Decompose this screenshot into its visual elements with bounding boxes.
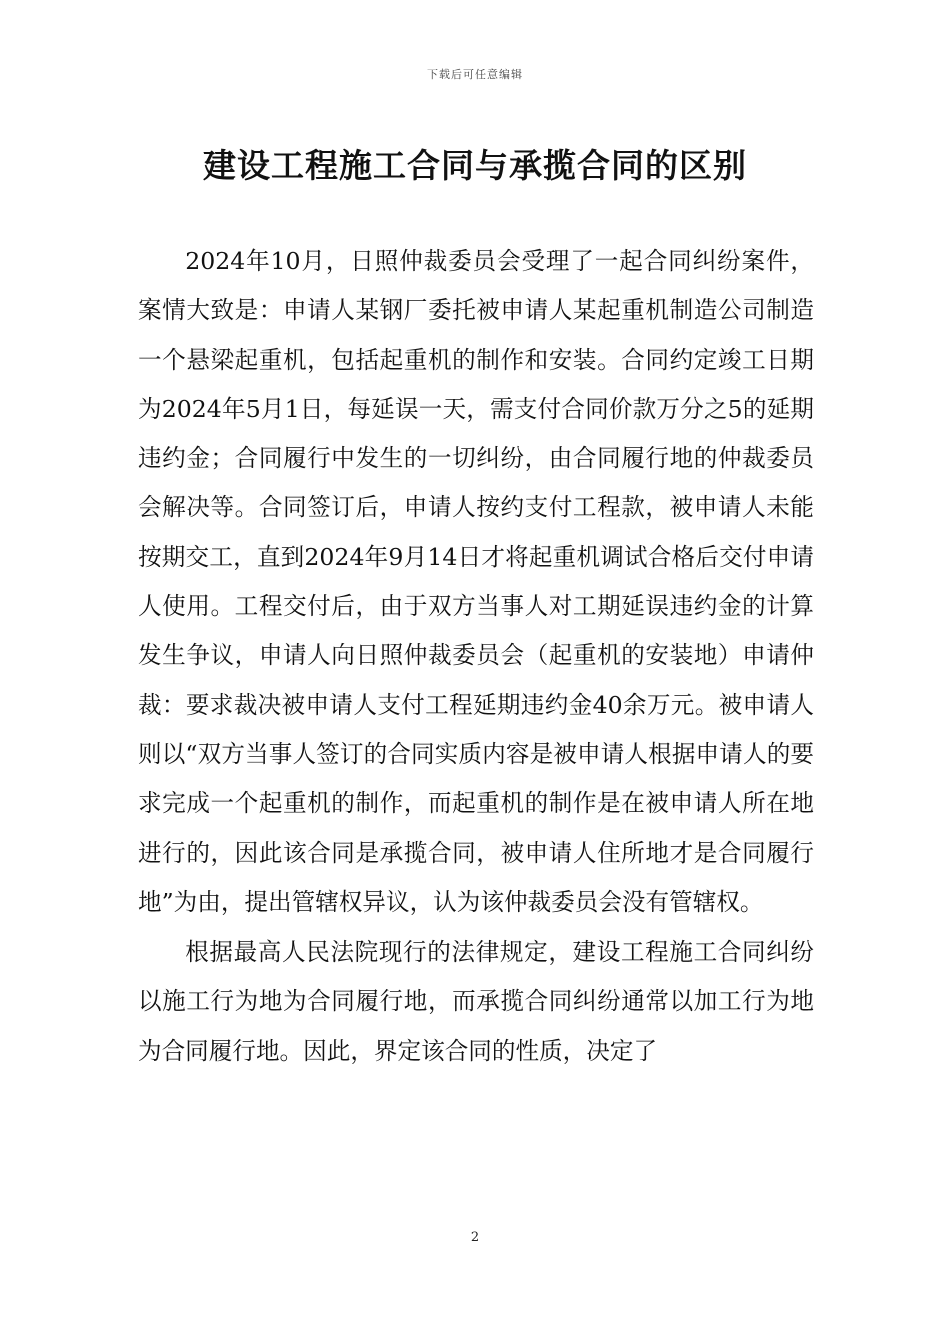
paragraph-legal-basis: 根据最高人民法院现行的法律规定，建设工程施工合同纠纷以施工行为地为合同履行地，而承揽合同纠纷通常以加工行为地为合同履行地。因此，界定该合同的性质，决定了 — [138, 938, 814, 1065]
header-note: 下载后可任意编辑 — [427, 68, 523, 81]
document-body — [138, 237, 814, 1077]
document-title: 建设工程施工合同与承揽合同的区别 — [203, 146, 747, 185]
page-number: 2 — [470, 1230, 480, 1245]
paragraph-case-summary: 2024年10月，日照仲裁委员会受理了一起合同纠纷案件，案情大致是：申请人某钢厂委托被申请人某起重机制造公司制造一个悬梁起重机，包括起重机的制作和安装。合同约定竣工日期为2024年5月1日，每延误一天，需支付合同价款万分之5的延期违约金；合同履行中发生的一切纠纷，由合同履行地的仲裁委员会解决等。合同签订后，申请人按约支付工程款，被申请人未能按期交工，直到2024年9月14日才将起重机调试合格后交付申请人使用。工程交付后，由于双方当事人对工期延误违约金的计算发生争议，申请人向日照仲裁委员会（起重机的安装地）申请仲裁：要求裁决被申请人支付工程延期违约金40余万元。被申请人则以“双方当事人签订的合同实质内容是被申请人根据申请人的要求完成一个起重机的制作，而起重机的制作是在被申请人所在地进行的，因此该合同是承揽合同，被申请人住所地才是合同履行地”为由，提出管辖权异议，认为该仲裁委员会没有管辖权。 — [138, 247, 814, 916]
